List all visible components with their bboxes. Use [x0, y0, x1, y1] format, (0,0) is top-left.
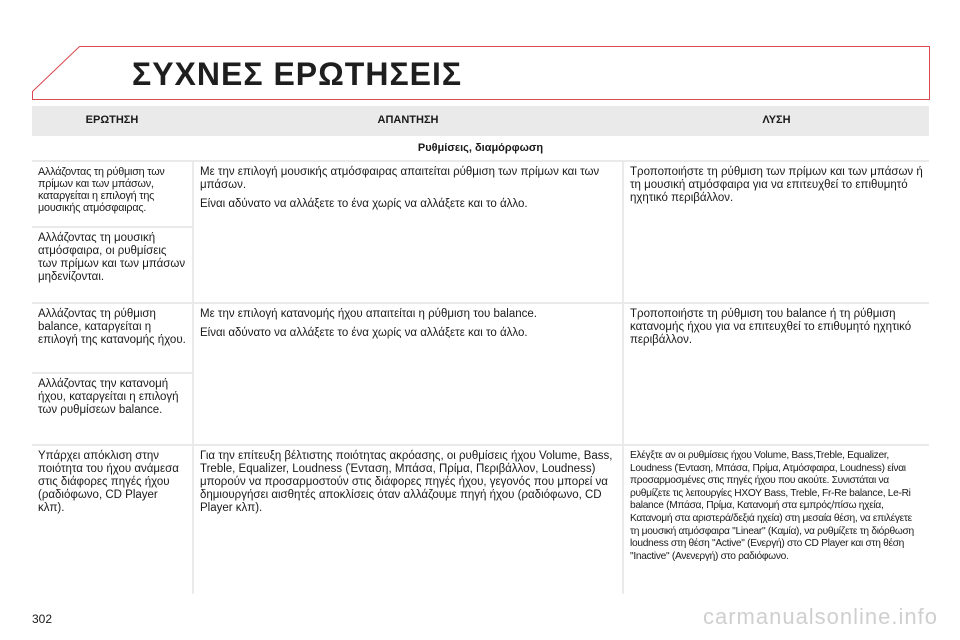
title-border-left — [32, 92, 33, 100]
title-corner-diagonal — [32, 46, 80, 92]
faq-table — [32, 106, 929, 594]
header-solution: ΛΥΣΗ — [762, 114, 791, 126]
row1-answer-p1: Με την επιλογή μουσικής ατμόσφαιρας απαιτείται ρύθμιση των πρίμων και των μπάσων. — [200, 166, 600, 191]
row1-answer-p2: Είναι αδύνατο να αλλάξετε το ένα χωρίς να αλλάξετε και το άλλο. — [200, 198, 528, 210]
row2-answer — [194, 304, 622, 444]
page-title: ΣΥΧΝΕΣ ΕΡΩΤΗΣΕΙΣ — [132, 56, 463, 92]
title-border-right — [929, 46, 930, 100]
row2-answer-p2: Είναι αδύνατο να αλλάξετε το ένα χωρίς να αλλάξετε και το άλλο. — [200, 327, 528, 339]
row1-question-1: Αλλάζοντας τη ρύθμιση των πρίμων και των μπάσων, καταργείται η επιλογή της μουσικής ατμόσφαιρας. — [32, 162, 192, 226]
row1-solution: Τροποποιήστε τη ρύθμιση των πρίμων και των μπάσων ή τη μουσική ατμόσφαιρα για να επιτευχθεί το επιθυμητό ηχητικό περιβάλλον. — [624, 162, 929, 302]
row1-answer — [194, 162, 622, 302]
title-border-top — [80, 46, 930, 47]
row3-answer: Για την επίτευξη βέλτιστης ποιότητας ακρόασης, οι ρυθμίσεις ήχου Volume, Bass, Treble, Equalizer, Loudness (Ένταση, Μπάσα, Πρίμα, Περιβάλλον, Loudness) μπορούν να προσαρμοστούν στις διάφορες πηγές ήχου, γεγονός που μπορεί να δημιουργήσει αισθητές αποκλίσεις όταν αλλάζουμε πηγή ήχου (ραδιόφωνο, CD Player κλπ). — [194, 446, 622, 594]
table-header-row — [32, 106, 929, 134]
header-answer: ΑΠΑΝΤΗΣΗ — [377, 114, 439, 126]
title-banner — [32, 34, 930, 100]
watermark: carmanualsonline.info — [702, 604, 938, 629]
row2-question-2: Αλλάζοντας την κατανομή ήχου, καταργείται η επιλογή των ρυθμίσεων balance. — [32, 374, 192, 444]
row3-solution: Ελέγξτε αν οι ρυθμίσεις ήχου Volume, Bass,Treble, Equalizer, Loudness (Ένταση, Μπάσα, Πρίμα, Ατμόσφαιρα, Loudness) είναι προσαρμοσμένες στις πηγές ήχου που ακούτε. Συνιστάται να ρυθμίζετε τις λειτουργίες ΗΧΟΥ Bass, Treble, Fr-Re balance, Le-Ri balance (Μπάσα, Πρίμα, Κατανομή στα εμπρός/πίσω ηχεία, Κατανομή στα αριστερά/δεξιά ηχεία) στη μεσαία θέση, να επιλέγετε τη μουσική ατμόσφαιρα "Linear" (Καμία), να ρυθμίζετε τη διόρθωση loudness στη θέση "Active" (Ενεργή) στο CD Player και στη θέση "Inactive" (Ανενεργή) στο ραδιόφωνο. — [624, 446, 929, 594]
title-border-bottom — [32, 99, 930, 100]
header-question: ΕΡΩΤΗΣΗ — [85, 114, 139, 126]
row3-question: Υπάρχει απόκλιση στην ποιότητα του ήχου ανάμεσα στις διάφορες πηγές ήχου (ραδιόφωνο, CD Player κλπ). — [32, 446, 192, 594]
section-title: Ρυθμίσεις, διαμόρφωση — [32, 136, 929, 160]
page-number: 302 — [32, 612, 53, 626]
row2-question-1: Αλλάζοντας τη ρύθμιση balance, καταργείται η επιλογή της κατανομής ήχου. — [32, 304, 192, 372]
row2-answer-p1: Με την επιλογή κατανομής ήχου απαιτείται η ρύθμιση του balance. — [200, 308, 537, 320]
row2-solution: Τροποποιήστε τη ρύθμιση του balance ή τη ρύθμιση κατανομής ήχου για να επιτευχθεί το επιθυμητό ηχητικό περιβάλλον. — [624, 304, 929, 444]
row1-question-2: Αλλάζοντας τη μουσική ατμόσφαιρα, οι ρυθμίσεις των πρίμων και των μπάσων μηδενίζονται. — [32, 228, 192, 302]
